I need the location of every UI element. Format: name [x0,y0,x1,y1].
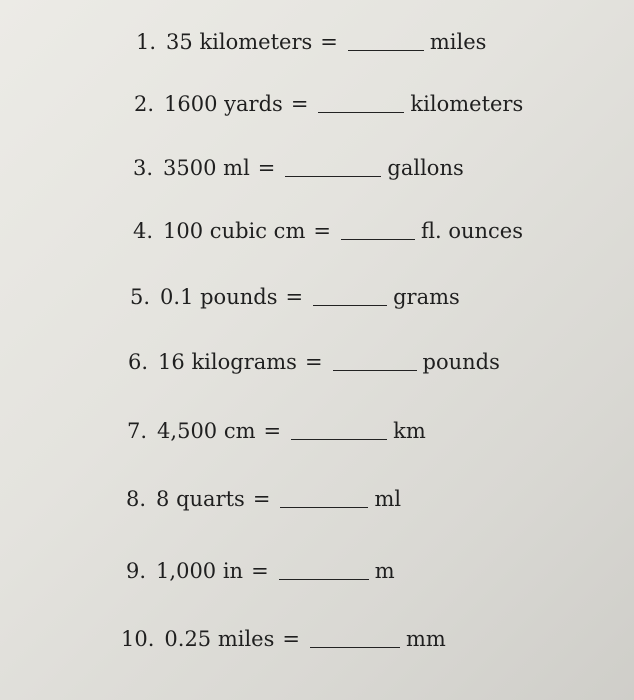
equals-sign: = [313,219,331,243]
problem-number: 3. [133,156,154,180]
given-quantity: 0.1 pounds [160,285,278,309]
problem-number: 7. [127,419,148,443]
target-unit: fl. ounces [420,219,524,243]
answer-blank[interactable] [348,36,424,51]
answer-blank[interactable] [341,225,415,240]
problem-6 [128,350,500,374]
equals-sign: = [251,559,269,583]
problem-1 [136,30,486,54]
equals-sign: = [290,92,309,116]
equals-sign: = [263,419,282,443]
target-unit: gallons [387,156,464,180]
given-quantity: 0.25 miles [164,627,275,651]
target-unit: km [393,419,426,443]
problem-number: 9. [126,559,147,583]
problem-number: 1. [136,30,157,54]
problem-8 [126,487,401,511]
answer-blank[interactable] [313,291,387,306]
given-quantity: 1600 yards [164,92,283,116]
equals-sign: = [304,350,323,374]
given-quantity: 8 quarts [156,487,245,511]
problem-7 [127,419,426,443]
given-quantity: 16 kilograms [158,350,297,374]
answer-blank[interactable] [280,493,368,508]
answer-blank[interactable] [333,356,417,371]
problem-number: 2. [134,92,155,116]
answer-blank[interactable] [291,425,387,440]
problem-number: 10. [121,627,155,651]
given-quantity: 1,000 in [156,559,244,583]
problem-number: 8. [126,487,147,511]
problem-9 [126,559,395,583]
answer-blank[interactable] [310,633,400,648]
equals-sign: = [285,285,304,309]
target-unit: miles [429,30,487,54]
answer-blank[interactable] [285,162,381,177]
problem-2 [134,92,523,116]
problem-3 [133,156,464,180]
given-quantity: 35 kilometers [166,30,313,54]
problem-5 [130,285,460,309]
target-unit: ml [374,487,402,511]
problem-4 [133,219,523,243]
equals-sign: = [282,627,300,651]
equals-sign: = [252,487,271,511]
answer-blank[interactable] [279,565,369,580]
equals-sign: = [257,156,276,180]
problem-10 [121,627,446,651]
given-quantity: 4,500 cm [157,419,256,443]
target-unit: m [374,559,395,583]
problem-number: 5. [130,285,151,309]
equals-sign: = [320,30,338,54]
target-unit: pounds [422,350,500,374]
problem-number: 4. [133,219,154,243]
problem-number: 6. [128,350,149,374]
target-unit: mm [406,627,446,651]
target-unit: kilometers [410,92,524,116]
answer-blank[interactable] [318,98,404,113]
target-unit: grams [393,285,460,309]
given-quantity: 100 cubic cm [163,219,306,243]
given-quantity: 3500 ml [163,156,250,180]
